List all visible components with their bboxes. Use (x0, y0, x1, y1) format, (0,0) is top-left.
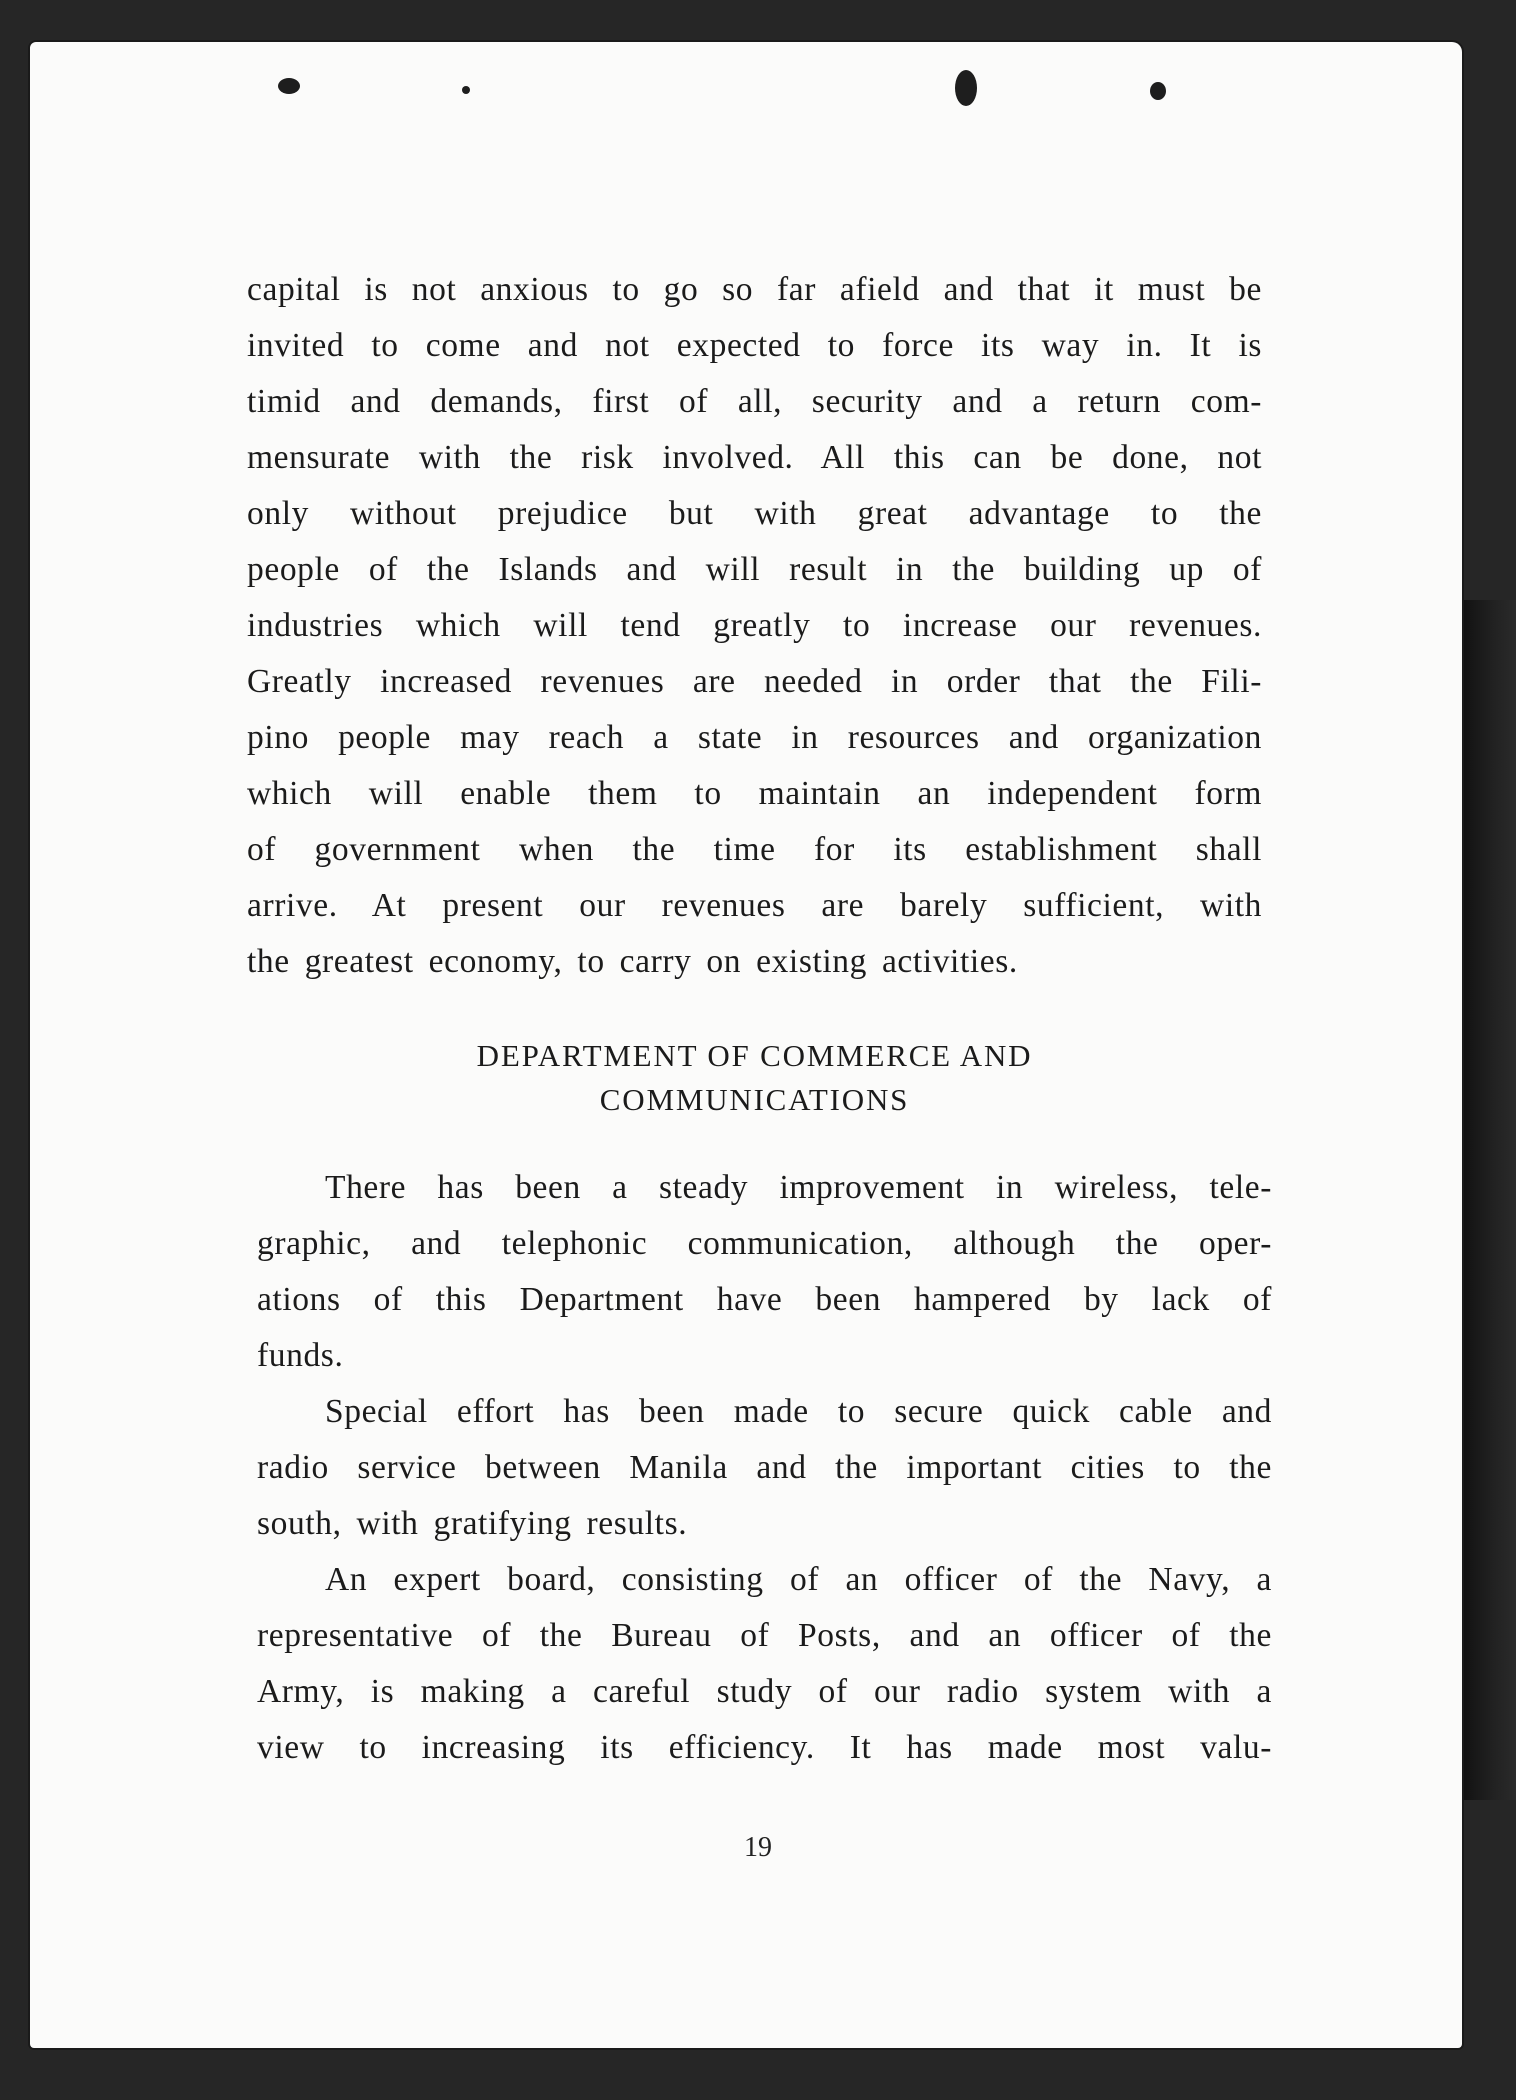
text-line: representative of the Bureau of Posts, and an officer of the (257, 1617, 1272, 1654)
text-line: of government when the time for its establishment shall (247, 831, 1262, 868)
text-line: people of the Islands and will result in the building up of (247, 551, 1262, 588)
text-line: only without prejudice but with great advantage to the (247, 495, 1262, 532)
text-line: capital is not anxious to go so far afield and that it must be (247, 271, 1262, 308)
text-line: timid and demands, first of all, security and a return com- (247, 383, 1262, 420)
text-line: An expert board, consisting of an officer of the Navy, a (325, 1561, 1272, 1598)
text-line: ations of this Department have been hampered by lack of (257, 1281, 1272, 1318)
binding-hole-mark (278, 78, 300, 94)
text-line: invited to come and not expected to force its way in. It is (247, 327, 1262, 364)
text-line: the greatest economy, to carry on existing activities. (247, 943, 1018, 980)
section-body (257, 1160, 1272, 1776)
text-line: which will enable them to maintain an independent form (247, 775, 1262, 812)
text-line: arrive. At present our revenues are barely sufficient, with (247, 887, 1262, 924)
text-line: Army, is making a careful study of our radio system with a (257, 1673, 1272, 1710)
section-heading-line-2: COMMUNICATIONS (599, 1082, 910, 1117)
binding-hole-mark (462, 86, 470, 94)
text-line: industries which will tend greatly to increase our revenues. (247, 607, 1262, 644)
text-line: view to increasing its efficiency. It has made most valu- (257, 1729, 1272, 1766)
text-line: mensurate with the risk involved. All this can be done, not (247, 439, 1262, 476)
section-heading-line-1: DEPARTMENT OF COMMERCE AND (476, 1038, 1033, 1073)
text-line: pino people may reach a state in resources and organization (247, 719, 1262, 756)
text-line: There has been a steady improvement in wireless, tele- (325, 1169, 1272, 1206)
text-line: south, with gratifying results. (257, 1505, 688, 1542)
page-number: 19 (744, 1832, 772, 1863)
scan-edge-shadow (1462, 600, 1516, 1800)
binding-hole-mark (955, 70, 977, 106)
text-line: Greatly increased revenues are needed in order that the Fili- (247, 663, 1262, 700)
section-heading (247, 1034, 1262, 1122)
opening-paragraph (247, 262, 1262, 990)
text-line: Special effort has been made to secure quick cable and (325, 1393, 1272, 1430)
text-line: graphic, and telephonic communication, although the oper- (257, 1225, 1272, 1262)
text-line: radio service between Manila and the important cities to the (257, 1449, 1272, 1486)
text-line: funds. (257, 1337, 344, 1374)
binding-hole-mark (1150, 82, 1166, 100)
